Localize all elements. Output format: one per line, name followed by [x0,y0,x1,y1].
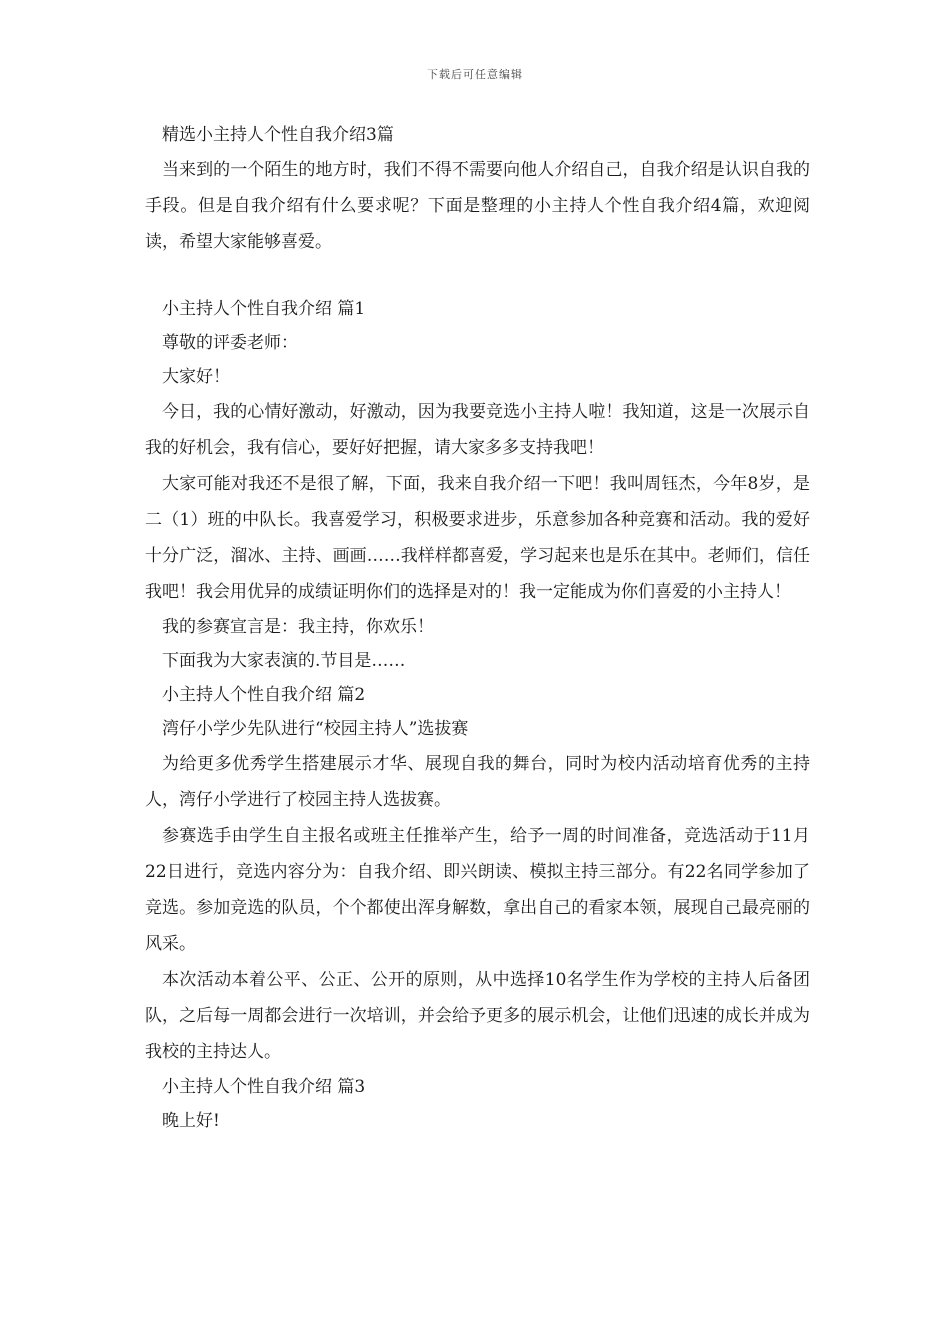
section-2-subheading: 湾仔小学少先队进行“校园主持人”选拔赛 [162,719,469,739]
section-1-closing: 下面我为大家表演的.节目是…… [162,651,406,671]
page-header-note: 下载后可任意编辑 [427,68,523,81]
section-1-paragraph-2: 大家可能对我还不是很了解，下面，我来自我介绍一下吧！我叫周钰杰，今年8岁，是二（1）班的中队长。我喜爱学习，积极要求进步，乐意参加各种竞赛和活动。我的爱好十分广泛，溜冰、主持、画画……我样样都喜爱，学习起来也是乐在其中。老师们，信任我吧！我会用优异的成绩证明你们的选择是对的！我一定能成为你们喜爱的小主持人！ [145,474,810,602]
section-1-salutation: 尊敬的评委老师： [162,333,298,353]
section-1-heading: 小主持人个性自我介绍 篇1 [162,299,366,319]
intro-paragraph: 当来到的一个陌生的地方时，我们不得不需要向他人介绍自己，自我介绍是认识自我的手段。但是自我介绍有什么要求呢？下面是整理的小主持人个性自我介绍4篇，欢迎阅读，希望大家能够喜爱。 [145,160,810,252]
section-1-paragraph-1: 今日，我的心情好激动，好激动，因为我要竞选小主持人啦！我知道，这是一次展示自我的好机会，我有信心，要好好把握，请大家多多支持我吧！ [145,402,810,458]
section-2-paragraph-2: 参赛选手由学生自主报名或班主任推举产生，给予一周的时间准备，竞选活动于11月22日进行，竞选内容分为：自我介绍、即兴朗读、模拟主持三部分。有22名同学参加了竞选。参加竞选的队员，个个都使出浑身解数，拿出自己的看家本领，展现自己最亮丽的风采。 [145,826,810,954]
paragraph-gap [145,260,810,292]
document-body [145,118,810,1138]
section-2-heading: 小主持人个性自我介绍 篇2 [162,685,366,705]
section-1-declaration: 我的参赛宣言是：我主持，你欢乐！ [162,617,434,637]
section-3-greeting: 晚上好! [162,1111,220,1131]
section-1-greeting: 大家好！ [162,367,230,387]
section-2-paragraph-3: 本次活动本着公平、公正、公开的原则，从中选择10名学生作为学校的主持人后备团队，之后每一周都会进行一次培训，并会给予更多的展示机会，让他们迅速的成长并成为我校的主持达人。 [145,970,810,1062]
document-title: 精选小主持人个性自我介绍3篇 [162,125,394,145]
section-3-heading: 小主持人个性自我介绍 篇3 [162,1077,366,1097]
section-2-paragraph-1: 为给更多优秀学生搭建展示才华、展现自我的舞台，同时为校内活动培育优秀的主持人，湾仔小学进行了校园主持人选拔赛。 [145,754,810,810]
